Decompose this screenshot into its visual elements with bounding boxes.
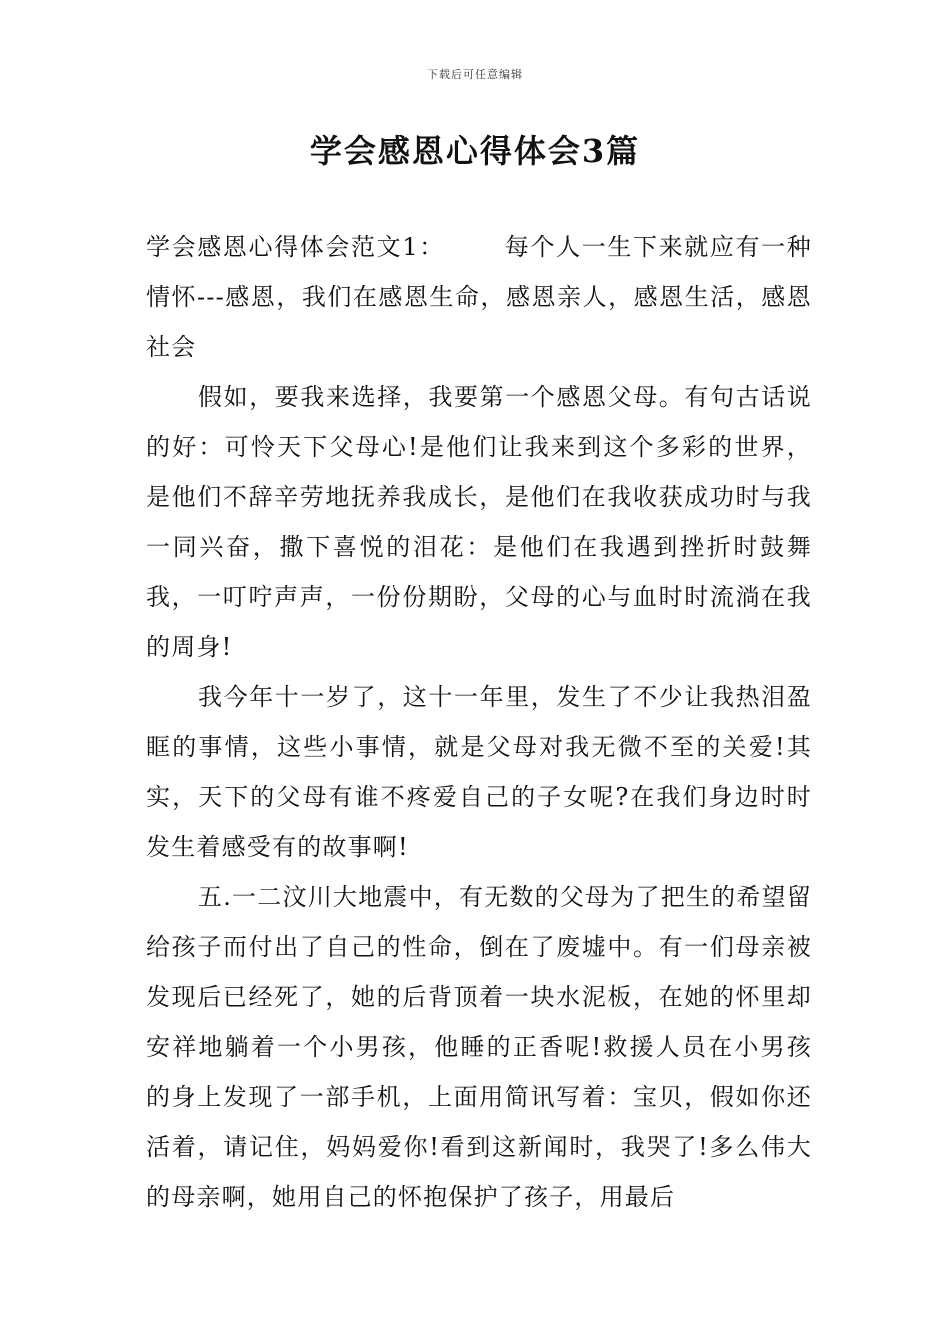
document-body — [146, 222, 812, 1222]
intro-text: 每个人一生下来就应有一种情怀---感恩，我们在感恩生命，感恩亲人，感恩生活，感恩社会 — [146, 233, 813, 361]
header-note: 下载后可任意编辑 — [427, 68, 523, 81]
body-paragraph: 五.一二汶川大地震中，有无数的父母为了把生的希望留给孩子而付出了自己的性命，倒在了废墟中。有一们母亲被发现后已经死了，她的后背顶着一块水泥板，在她的怀里却安祥地躺着一个小男孩，他睡的正香呢!救援人员在小男孩的身上发现了一部手机，上面用简讯写着：宝贝，假如你还活着，请记住，妈妈爱你!看到这新闻时，我哭了!多么伟大的母亲啊，她用自己的怀抱保护了孩子，用最后 — [146, 883, 812, 1211]
body-paragraph: 我今年十一岁了，这十一年里，发生了不少让我热泪盈眶的事情，这些小事情，就是父母对我无微不至的关爱!其实，天下的父母有谁不疼爱自己的子女呢?在我们身边时时发生着感受有的故事啊! — [146, 683, 812, 861]
intro-paragraph — [146, 222, 812, 372]
body-paragraph: 假如，要我来选择，我要第一个感恩父母。有句古话说的好：可怜天下父母心!是他们让我来到这个多彩的世界，是他们不辞辛劳地抚养我成长，是他们在我收获成功时与我一同兴奋，撒下喜悦的泪花：是他们在我遇到挫折时鼓舞我，一叮咛声声，一份份期盼，父母的心与血时时流淌在我的周身! — [146, 383, 812, 661]
intro-label: 学会感恩心得体会范文1： — [146, 233, 445, 261]
document-title: 学会感恩心得体会3篇 — [309, 132, 641, 170]
